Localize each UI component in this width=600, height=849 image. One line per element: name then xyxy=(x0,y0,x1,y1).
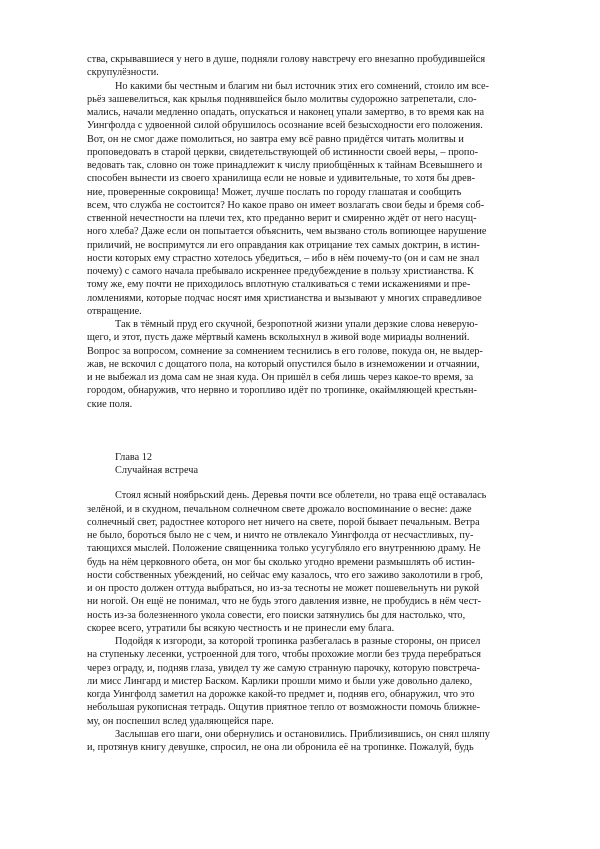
text-line: будь на нём церковного обета, он мог бы сколько угодно времени размышлять об истин- xyxy=(87,556,475,568)
text-line: ские поля. xyxy=(87,398,133,410)
text-line: ного хлеба? Даже если он попытается объяснить, чем вызвано столь вопиющее нарушение xyxy=(87,226,487,238)
spacer xyxy=(87,477,510,489)
text-line: Но какими бы честным и благим ни был источник этих его сомнений, стоило им все- xyxy=(115,80,489,92)
chapter-number: Глава 12 xyxy=(115,451,153,463)
paragraph xyxy=(87,728,510,755)
text-line: Вопрос за вопросом, сомнение за сомнением теснились в его голове, покуда он, не выдер- xyxy=(87,345,483,357)
text-line: щего, и этот, пусть даже мёртвый камень всколыхнул в живой воде мириады волнений. xyxy=(87,332,470,344)
text-line: му, он поспешил вслед удаляющейся паре. xyxy=(87,715,274,727)
text-line: ли мисс Лингард и мистер Баском. Карлики прошли мимо и были уже довольно далеко, xyxy=(87,675,473,687)
text-line: и не выбежал из дома сам не зная куда. Он пришёл в себя лишь через какое-то время, за xyxy=(87,372,474,383)
text-line: Уингфолда с удвоенной силой обрушилось осознание всей безысходности его положения. xyxy=(87,120,483,132)
text-line: тающихся мыслей. Положение священника только усугубляло его внутреннюю драму. Не xyxy=(87,543,481,555)
text-line: ства, скрывавшиеся у него в душе, подняли голову навстречу его внезапно пробудившейся xyxy=(87,54,486,65)
text-line: ведовать так, словно он тоже принадлежит к числу приобщённых к тайнам Всевышнего и xyxy=(87,160,483,171)
text-line: через ограду, и, подняв глаза, увидел ту же самую странную парочку, которую повстреча- xyxy=(87,662,480,674)
text-line: Стоял ясный ноябрьский день. Деревья почти все облетели, но трава ещё оставалась xyxy=(115,490,487,502)
chapter-title: Случайная встреча xyxy=(115,465,199,476)
text-line: отвращение. xyxy=(87,305,142,317)
paragraph xyxy=(87,80,510,319)
text-line: скрупулёзности. xyxy=(87,67,159,79)
text-line: небольшая рукописная тетрадь. Ощутив приятное тепло от возможности помочь ближне- xyxy=(87,702,481,714)
text-line: ность из-за болезненного укола совести, его поиски затянулись бы для настолько, что, xyxy=(87,609,466,621)
text-line: ственной нечестности на плечи тех, кто преданно верит и смиренно ждёт от него насущ- xyxy=(87,213,477,224)
text-line: Подойдя к изгороди, за которой тропинка разбегалась в разные стороны, он присел xyxy=(115,636,481,647)
section-before xyxy=(87,53,510,411)
text-line: когда Уингфолд заметил на дорожке какой-то предмет и, подняв его, обнаружил, что это xyxy=(87,689,475,700)
text-line: всем, что служба не состоится? Но какое право он имеет возлагать свои беды и бремя соб- xyxy=(87,199,485,211)
paragraph xyxy=(87,489,510,635)
text-line: жав, не вскочил с дощатого пола, на который опустился было в изнеможении и отчаянии, xyxy=(87,358,480,370)
paragraph xyxy=(87,318,510,411)
text-line: зелёной, и в скудном, печальном солнечном свете дрожало воспоминание о весне: даже xyxy=(87,503,472,515)
text-line: скорее всего, утратили бы всякую честность и не принесли ему блага. xyxy=(87,622,395,634)
text-line: ности которых ему страстно хотелось убедиться, – ибо в нём почему-то (он и сам не знал xyxy=(87,252,480,264)
text-line: способен вынести из своего хранилища если не новые и удивительные, то хотя бы древ- xyxy=(87,173,476,185)
paragraph xyxy=(87,635,510,728)
text-line: ни ногой. Он ещё не понимал, что не будь этого давления извне, не пробудись в нём чест- xyxy=(87,596,482,608)
text-line: рьёз зашевелиться, как крылья поднявшейся было молитвы судорожно затрепетали, сло- xyxy=(87,93,477,105)
text-line: ломлениями, которые подчас носят имя христианства и вызывают у многих справедливое xyxy=(87,292,482,304)
text-line: не было, бороться было не с чем, и ничто не отвлекало Уингфолда от несчастливых, пу- xyxy=(87,530,474,541)
text-line: солнечный свет, радостнее которого нет ничего на свете, порой бывает печальным. Ветра xyxy=(87,516,480,528)
document-page xyxy=(87,53,510,754)
paragraph xyxy=(87,53,510,80)
text-line: мались, начали медленно опадать, опускаться и наконец упали замертво, в то время как на xyxy=(87,107,485,118)
spacer xyxy=(87,411,510,451)
section-after xyxy=(87,489,510,754)
text-line: почему) с самого начала пребывало искреннее предубеждение в пользу христианства. К xyxy=(87,266,474,277)
text-line: и, протянув книгу девушке, спросил, не она ли обронила её на тропинке. Пожалуй, будь xyxy=(87,742,474,753)
text-line: Заслышав его шаги, они обернулись и остановились. Приблизившись, он снял шляпу xyxy=(115,728,490,740)
text-line: приличий, не воспримутся ли его оправдания как отрицание тех самых доктрин, в истин- xyxy=(87,239,480,251)
text-line: на ступеньку лесенки, устроенной для того, чтобы прохожие могли без труда перебраться xyxy=(87,649,481,661)
text-line: городом, обнаружив, что нервно и торопливо идёт по тропинке, окаймляющей крестьян- xyxy=(87,385,477,397)
text-line: проповедовать в старой церкви, свидетельствующей об истинности своей веры, – пропо- xyxy=(87,146,479,158)
text-line: ности собственных убеждений, но сейчас ему казалось, что его заживо заколотили в гроб, xyxy=(87,569,483,581)
text-line: и он просто должен оттуда выбраться, но из-за тесноты не может пошевельнуть ни рукой xyxy=(87,583,480,594)
text-line: ние, проверенные сокровища! Может, лучше послать по городу глашатая и сообщить xyxy=(87,186,462,198)
text-line: Так в тёмный пруд его скучной, безропотной жизни упали дерзкие слова неверую- xyxy=(115,319,478,330)
text-line: тому же, ему почти не приходилось вплотную сталкиваться с теми искажениями и пре- xyxy=(87,279,471,291)
text-line: Вот, он не смог даже помолиться, но завтра ему всё равно придётся читать молитвы и xyxy=(87,133,464,145)
